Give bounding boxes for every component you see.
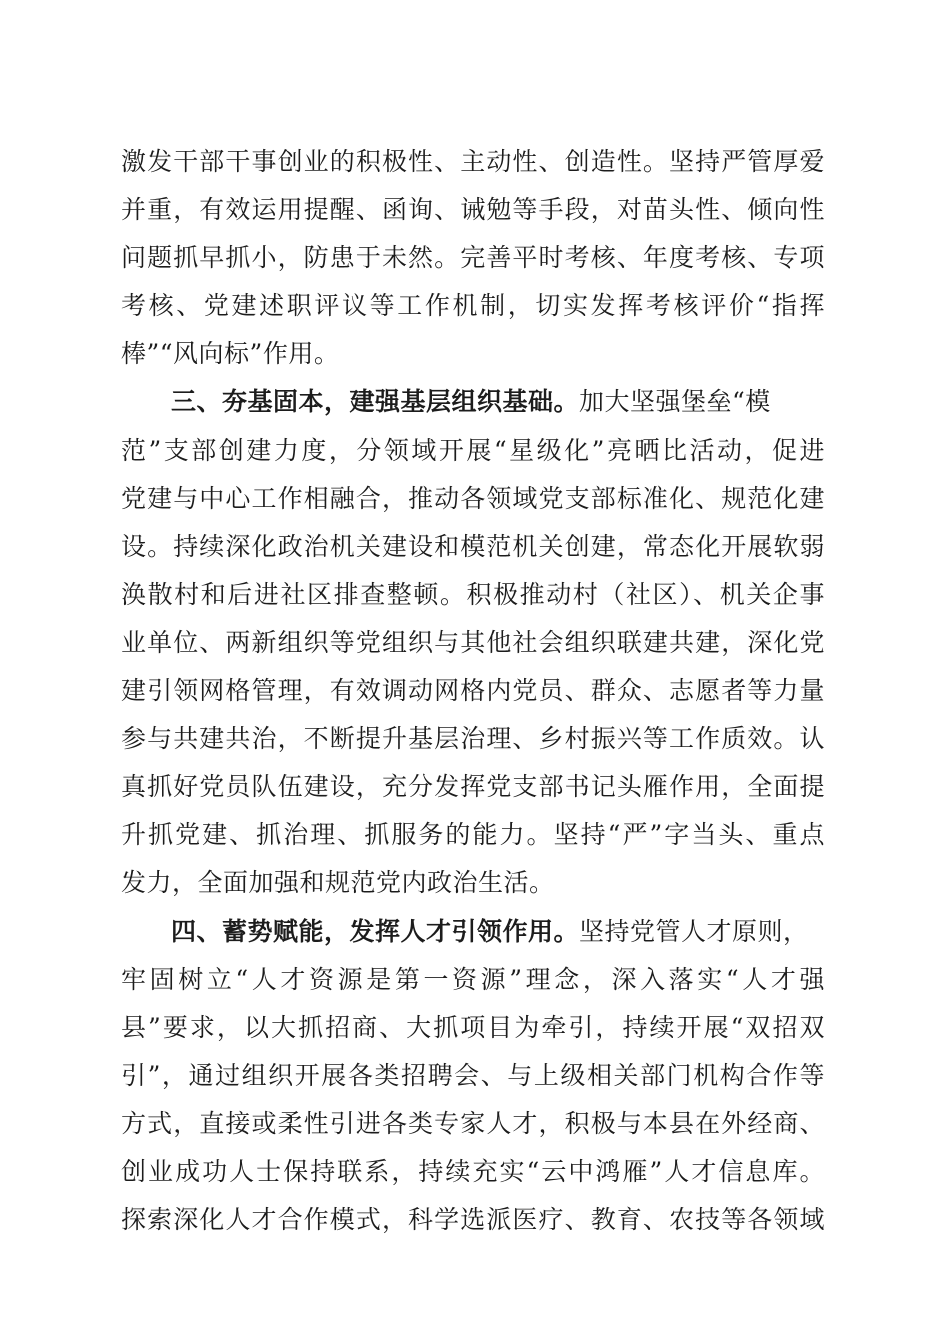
text-line: 创业成功人士保持联系，持续充实“云中鸿雁”人才信息库。 — [121, 1156, 825, 1186]
text-line: 设。持续深化政治机关建设和模范机关创建，常态化开展软弱 — [121, 531, 825, 561]
text-line: 真抓好党员队伍建设，充分发挥党支部书记头雁作用，全面提 — [121, 772, 825, 802]
text-line: 问题抓早抓小，防患于未然。完善平时考核、年度考核、专项 — [121, 243, 825, 273]
paragraph-first-line — [121, 378, 825, 426]
paragraph-first-line — [121, 908, 825, 956]
paragraph-talent-leadership — [121, 908, 825, 1245]
paragraph-grassroots-organization — [121, 378, 825, 907]
text-line: 考核、党建述职评议等工作机制，切实发挥考核评价“指挥 — [121, 291, 825, 321]
text-line: 建引领网格管理，有效调动网格内党员、群众、志愿者等力量 — [121, 676, 825, 706]
text-run: 加大坚强堡垒“模 — [579, 387, 771, 417]
text-line: 县”要求，以大抓招商、大抓项目为牵引，持续开展“双招双 — [121, 1012, 825, 1042]
text-line: 业单位、两新组织等党组织与其他社会组织联建共建，深化党 — [121, 627, 825, 657]
text-line: 参与共建共治，不断提升基层治理、乡村振兴等工作质效。认 — [121, 724, 825, 754]
paragraph-cadre-management — [121, 138, 825, 378]
section-heading-four: 四、蓄势赋能，发挥人才引领作用。 — [171, 916, 580, 946]
text-line: 激发干部干事创业的积极性、主动性、创造性。坚持严管厚爱 — [121, 147, 825, 176]
text-line: 棒”“风向标”作用。 — [121, 339, 340, 369]
text-line: 牢固树立“人才资源是第一资源”理念，深入落实“人才强 — [121, 964, 825, 994]
text-line: 方式，直接或柔性引进各类专家人才，积极与本县在外经商、 — [121, 1108, 825, 1138]
text-line: 发力，全面加强和规范党内政治生活。 — [121, 868, 555, 898]
text-line: 党建与中心工作相融合，推动各领域党支部标准化、规范化建 — [121, 483, 825, 513]
text-line: 涣散村和后进社区排查整顿。积极推动村（社区）、机关企事 — [121, 579, 825, 609]
text-line: 范”支部创建力度，分领域开展“星级化”亮晒比活动，促进 — [121, 435, 825, 465]
text-line: 并重，有效运用提醒、函询、诫勉等手段，对苗头性、倾向性 — [121, 195, 825, 225]
text-run: 坚持党管人才原则， — [579, 916, 809, 946]
document-body — [121, 138, 825, 1244]
text-line: 探索深化人才合作模式，科学选派医疗、教育、农技等各领域 — [121, 1205, 825, 1235]
text-line: 引”，通过组织开展各类招聘会、与上级相关部门机构合作等 — [121, 1060, 825, 1090]
text-line: 升抓党建、抓治理、抓服务的能力。坚持“严”字当头、重点 — [121, 820, 825, 850]
section-heading-three: 三、夯基固本，建强基层组织基础。 — [171, 387, 580, 417]
